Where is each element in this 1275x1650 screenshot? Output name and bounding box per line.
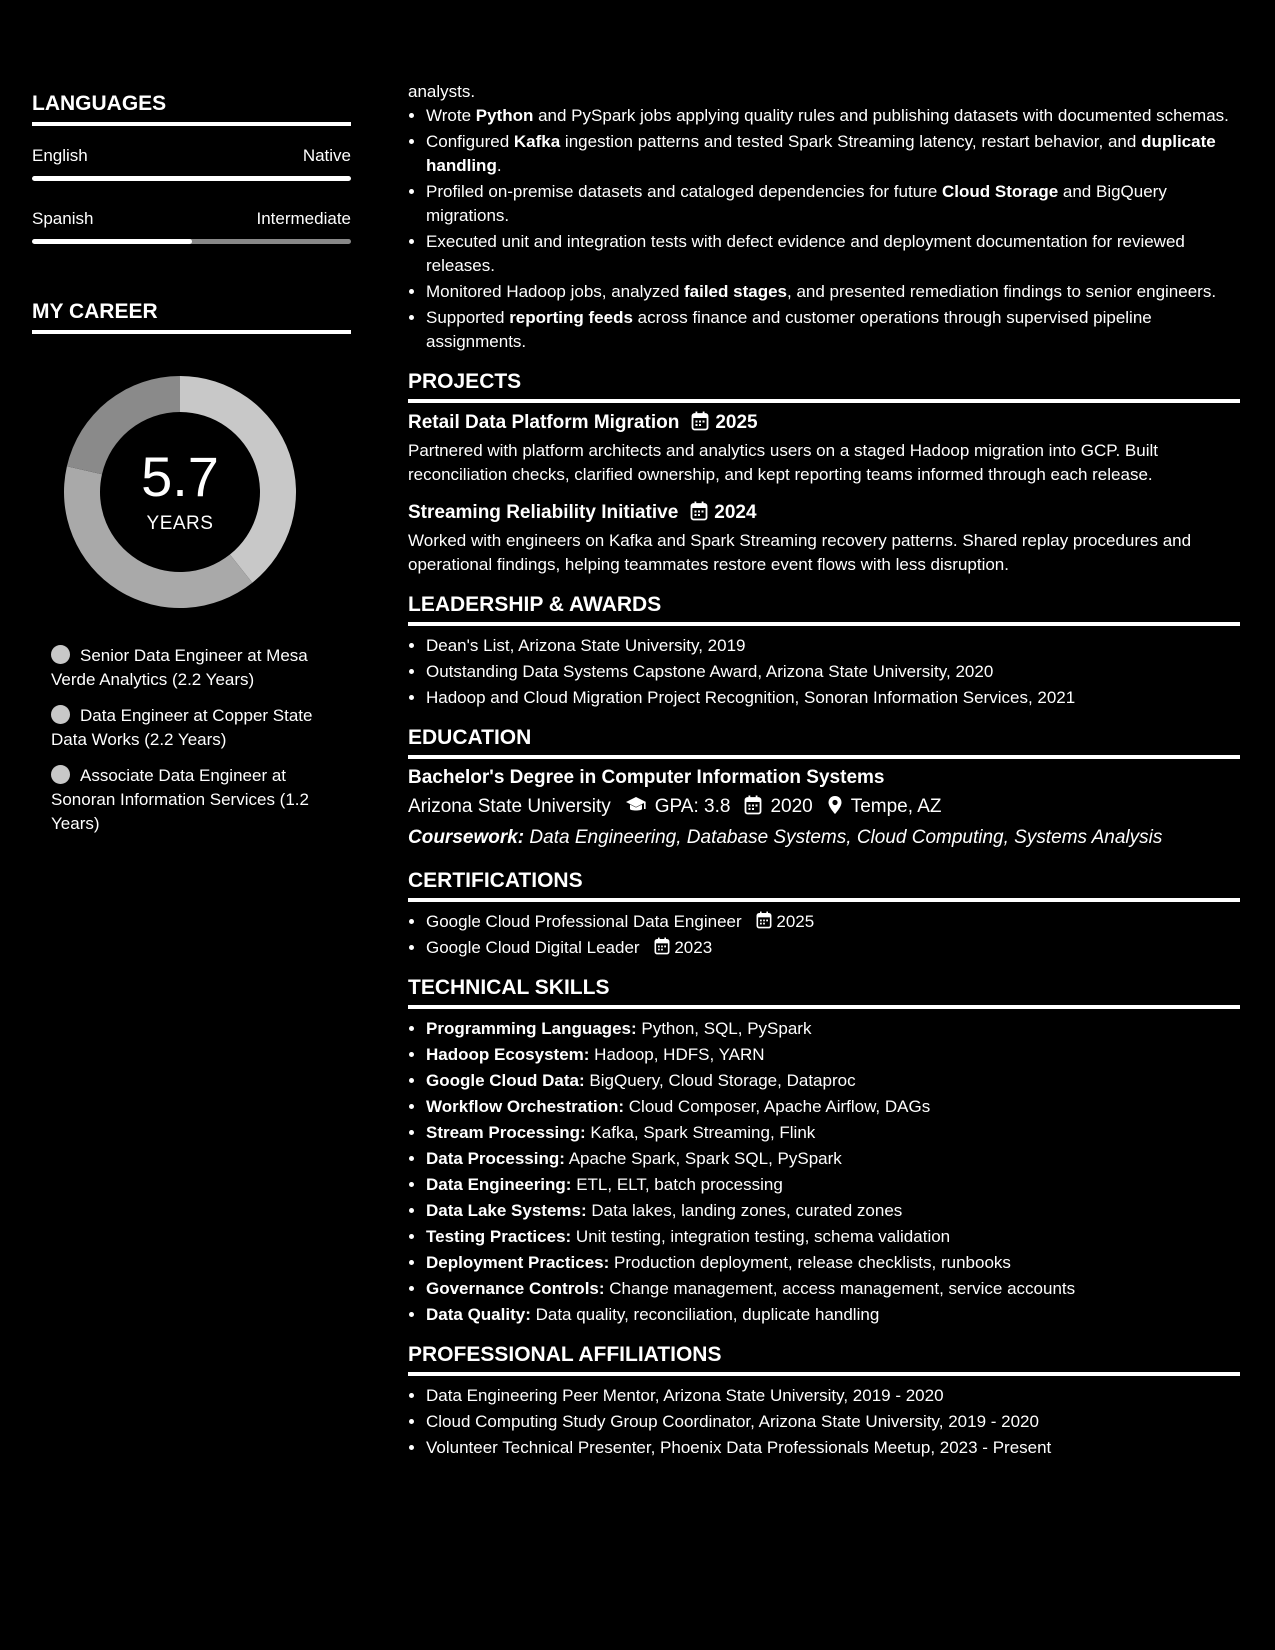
project-year-group [691, 411, 757, 435]
language-bar [32, 176, 351, 181]
project-year: 2025 [715, 412, 758, 433]
graduation-cap-icon [625, 796, 647, 818]
career-legend [51, 644, 323, 836]
skill-item [426, 1069, 1240, 1093]
skill-label: Data Processing: [426, 1149, 565, 1168]
skill-item [426, 1199, 1240, 1223]
experience-bullets [408, 80, 1240, 354]
education-section [408, 726, 1240, 849]
calendar-icon [744, 795, 762, 819]
skill-item [426, 1251, 1240, 1275]
list-item: • Volunteer Technical Presenter, Phoenix Data Professionals Meetup, 2023 - Present [426, 1436, 1240, 1460]
experience-bullet [426, 280, 1240, 304]
bullet-highlight: duplicate handling [426, 132, 1216, 175]
affiliations-heading: PROFESSIONAL AFFILIATIONS [408, 1343, 1240, 1376]
calendar-icon [756, 910, 772, 934]
skill-item [426, 1277, 1240, 1301]
experience-bullet [426, 104, 1240, 128]
main-content [408, 80, 1240, 1462]
skill-item [426, 1173, 1240, 1197]
legend-dot-icon [51, 645, 70, 664]
calendar-icon [654, 936, 670, 960]
skill-item [426, 1147, 1240, 1171]
skill-item [426, 1017, 1240, 1041]
certifications-section [408, 869, 1240, 960]
certification-year: 2023 [674, 938, 713, 957]
education-coursework [408, 827, 1240, 849]
skill-item [426, 1225, 1240, 1249]
skills-section [408, 976, 1240, 1327]
languages-heading: LANGUAGES [32, 92, 351, 126]
coursework-value: Data Engineering, Database Systems, Cloud Computing, Systems Analysis [529, 827, 1163, 848]
skill-label: Data Quality: [426, 1305, 531, 1324]
skills-heading: TECHNICAL SKILLS [408, 976, 1240, 1009]
certification-name: Google Cloud Digital Leader [426, 938, 640, 957]
list-item: • Dean's List, Arizona State University, 2019 [426, 634, 1240, 658]
experience-bullet-list [408, 104, 1240, 354]
language-level: Native [302, 146, 351, 165]
skill-item [426, 1095, 1240, 1119]
language-name: English [32, 146, 88, 165]
list-item: • Outstanding Data Systems Capstone Award, Arizona State University, 2020 [426, 660, 1240, 684]
skill-item [426, 1303, 1240, 1327]
language-bar [32, 239, 351, 244]
skill-label: Hadoop Ecosystem: [426, 1045, 590, 1064]
bullet-highlight: failed stages [684, 282, 787, 301]
experience-bullet [426, 306, 1240, 354]
list-item [426, 910, 1240, 934]
project-description: Partnered with platform architects and analytics users on a staged Hadoop migration into GCP. Built reconciliation checks, clarified ownership, and kept reporting teams informed through each release. [408, 441, 1158, 484]
certifications-list [408, 910, 1240, 960]
project-item [408, 501, 1240, 577]
skill-value: Change management, access management, service accounts [609, 1279, 1076, 1298]
language-level: Intermediate [256, 209, 351, 228]
career-legend-label: Data Engineer at Copper State Data Works (2.2 Years) [51, 706, 313, 749]
experience-bullet [426, 130, 1240, 178]
education-location: Tempe, AZ [850, 796, 942, 817]
list-item: • Cloud Computing Study Group Coordinator, Arizona State University, 2019 - 2020 [426, 1410, 1240, 1434]
bullet-text: Supported [426, 308, 510, 327]
bullet-text: and BigQuery migrations. [426, 182, 1167, 225]
map-pin-icon [827, 795, 843, 819]
sidebar [32, 92, 351, 848]
list-item: • Hadoop and Cloud Migration Project Recognition, Sonoran Information Services, 2021 [426, 686, 1240, 710]
skill-value: Data quality, reconciliation, duplicate handling [535, 1305, 880, 1324]
bullet-text: Monitored Hadoop jobs, analyzed [426, 282, 684, 301]
certification-year-group [756, 910, 814, 934]
project-title-row [408, 411, 1240, 435]
skill-label: Programming Languages: [426, 1019, 637, 1038]
skill-value: Kafka, Spark Streaming, Flink [590, 1123, 816, 1142]
career-legend-item [51, 644, 323, 692]
bullet-highlight: Cloud Storage [942, 182, 1059, 201]
languages-section [32, 92, 351, 244]
legend-dot-icon [51, 705, 70, 724]
skill-value: BigQuery, Cloud Storage, Dataproc [589, 1071, 856, 1090]
project-year: 2024 [714, 502, 757, 523]
bullet-highlight: reporting feeds [509, 308, 633, 327]
list-item [426, 936, 1240, 960]
education-heading: EDUCATION [408, 726, 1240, 759]
list-item: • Data Engineering Peer Mentor, Arizona State University, 2019 - 2020 [426, 1384, 1240, 1408]
bullet-text: , and presented remediation findings to senior engineers. [787, 282, 1217, 301]
bullet-highlight: Kafka [513, 132, 561, 151]
experience-bullet [426, 230, 1240, 278]
language-row [32, 209, 351, 244]
skill-value: Hadoop, HDFS, YARN [594, 1045, 765, 1064]
career-legend-label: Associate Data Engineer at Sonoran Information Services (1.2 Years) [51, 766, 309, 833]
education-school: Arizona State University [408, 796, 611, 817]
education-gpa: GPA: 3.8 [654, 796, 731, 817]
skill-label: Stream Processing: [426, 1123, 586, 1142]
career-total-unit: YEARS [146, 513, 214, 534]
skill-label: Governance Controls: [426, 1279, 605, 1298]
career-legend-item [51, 764, 323, 836]
language-name: Spanish [32, 209, 94, 228]
skill-value: Unit testing, integration testing, schema validation [575, 1227, 951, 1246]
coursework-label: Coursework: [408, 827, 525, 848]
skill-value: Data lakes, landing zones, curated zones [591, 1201, 903, 1220]
bullet-text: across finance and customer operations through supervised pipeline assignments. [426, 308, 1152, 351]
bullet-text: Profiled on-premise datasets and cataloged dependencies for future [426, 182, 942, 201]
career-donut-chart [64, 376, 296, 608]
language-row [32, 146, 351, 181]
language-header [32, 209, 351, 229]
certifications-heading: CERTIFICATIONS [408, 869, 1240, 902]
language-list [32, 146, 351, 244]
career-legend-item [51, 704, 323, 752]
skill-item [426, 1121, 1240, 1145]
bullet-text: and PySpark jobs applying quality rules and publishing datasets with documented schemas. [533, 106, 1229, 125]
project-title: Retail Data Platform Migration [408, 412, 680, 433]
career-section [32, 300, 351, 836]
project-title-row [408, 501, 1240, 525]
skill-value: Python, SQL, PySpark [641, 1019, 812, 1038]
projects-section [408, 370, 1240, 577]
project-item [408, 411, 1240, 487]
certification-year: 2025 [776, 912, 815, 931]
certification-name: Google Cloud Professional Data Engineer [426, 912, 742, 931]
certification-year-group [654, 936, 712, 960]
affiliations-section [408, 1343, 1240, 1460]
project-description: Worked with engineers on Kafka and Spark Streaming recovery patterns. Shared replay procedures and operational findings, helping teammates restore event flows with less disruption. [408, 531, 1192, 574]
leadership-heading: LEADERSHIP & AWARDS [408, 593, 1240, 626]
project-title: Streaming Reliability Initiative [408, 502, 679, 523]
affiliations-list [408, 1384, 1240, 1460]
project-year-group [690, 501, 756, 525]
education-year: 2020 [770, 796, 813, 817]
skill-label: Google Cloud Data: [426, 1071, 585, 1090]
language-header [32, 146, 351, 166]
bullet-highlight: Python [475, 106, 534, 125]
skill-label: Deployment Practices: [426, 1253, 610, 1272]
projects-heading: PROJECTS [408, 370, 1240, 403]
career-heading: MY CAREER [32, 300, 351, 334]
language-bar-fill [32, 176, 351, 181]
leadership-section [408, 593, 1240, 710]
career-total-value: 5.7 [141, 445, 219, 508]
skill-label: Testing Practices: [426, 1227, 572, 1246]
skill-value: Apache Spark, Spark SQL, PySpark [568, 1149, 842, 1168]
education-degree: Bachelor's Degree in Computer Information Systems [408, 767, 885, 788]
skill-value: ETL, ELT, batch processing [576, 1175, 783, 1194]
skill-label: Workflow Orchestration: [426, 1097, 625, 1116]
bullet-text: Wrote [426, 106, 476, 125]
language-bar-fill [32, 239, 192, 244]
skill-label: Data Engineering: [426, 1175, 572, 1194]
leadership-list [408, 634, 1240, 710]
skills-list [408, 1017, 1240, 1327]
skill-label: Data Lake Systems: [426, 1201, 587, 1220]
career-legend-label: Senior Data Engineer at Mesa Verde Analytics (2.2 Years) [51, 646, 308, 689]
calendar-icon [690, 501, 708, 525]
legend-dot-icon [51, 765, 70, 784]
bullet-text: Executed unit and integration tests with defect evidence and deployment documentation for reviewed releases. [426, 232, 1185, 275]
calendar-icon [691, 411, 709, 435]
experience-bullet [426, 180, 1240, 228]
bullet-text: Configured [426, 132, 514, 151]
skill-value: Cloud Composer, Apache Airflow, DAGs [628, 1097, 931, 1116]
experience-lead-text: analysts. [408, 82, 476, 101]
education-meta [408, 795, 1240, 819]
bullet-text: . [496, 156, 502, 175]
bullet-text: ingestion patterns and tested Spark Streaming latency, restart behavior, and [560, 132, 1142, 151]
donut-center [64, 376, 296, 608]
skill-item [426, 1043, 1240, 1067]
skill-value: Production deployment, release checklists, runbooks [614, 1253, 1011, 1272]
